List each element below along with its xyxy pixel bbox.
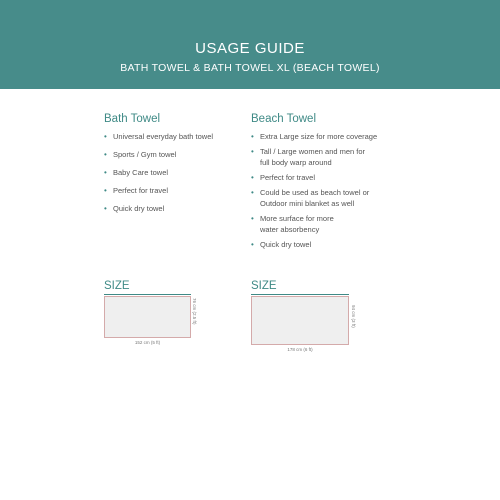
page-subtitle: BATH TOWEL & BATH TOWEL XL (BEACH TOWEL) [120,62,380,74]
beach-towel-list [251,131,377,250]
beach-towel-title: Beach Towel [251,113,316,125]
list-item: • Quick dry towel [251,240,312,249]
list-item: • More surface for more water absorbency [251,214,334,234]
bullet-icon: • [251,132,254,141]
bullet-icon: • [104,204,107,213]
bullet-icon: • [104,168,107,177]
bullet-icon: • [251,147,254,156]
list-item: • Perfect for travel [251,173,316,182]
list-item: • Sports / Gym towel [104,150,177,159]
bath-size-divider [104,294,191,295]
beach-size-label: SIZE [251,280,277,292]
header-banner [0,0,500,89]
list-item: • Perfect for travel [104,186,169,195]
bath-width-label: 152 cm (5 ft) [134,340,161,345]
bath-towel-diagram [104,296,191,338]
beach-width-label: 178 cm (6 ft) [287,347,313,352]
bath-towel-list [104,131,213,214]
list-item: • Could be used as beach towel or Outdoor mini blanket as well [251,188,370,208]
bullet-icon: • [104,150,107,159]
bullet-icon: • [251,173,254,182]
bullet-icon: • [104,186,107,195]
bath-size-label: SIZE [104,280,130,292]
bullet-icon: • [251,188,254,197]
list-item: • Extra Large size for more coverage [251,132,378,141]
list-item: • Universal everyday bath towel [104,132,214,141]
bullet-icon: • [251,240,254,249]
list-item: • Tall / Large women and men for full body warp around [251,147,366,167]
beach-size-divider [251,294,349,295]
page-title: USAGE GUIDE [195,40,305,57]
list-item: • Baby Care towel [104,168,169,177]
bath-height-label: 76 cm (2.5 ft) [192,298,197,325]
bullet-icon: • [104,132,107,141]
beach-height-label: 94 cm (3 ft) [351,305,356,328]
list-item: • Quick dry towel [104,204,165,213]
beach-towel-diagram [251,296,349,345]
bath-towel-title: Bath Towel [104,113,161,125]
bullet-icon: • [251,214,254,223]
